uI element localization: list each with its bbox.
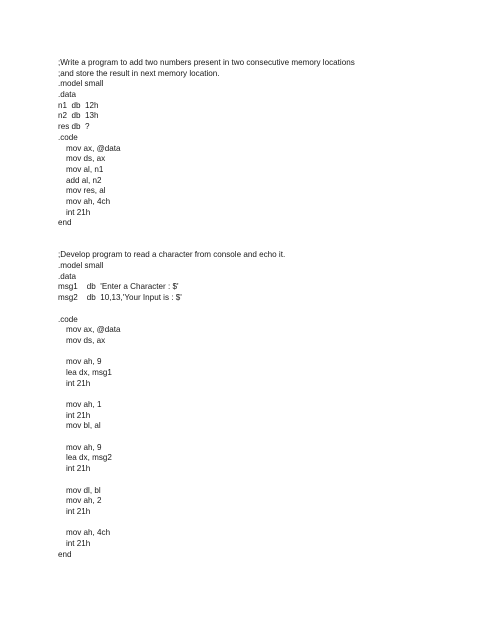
instruction-line: int 21h: [66, 506, 91, 516]
data-definition: n1 db 12h: [58, 100, 99, 110]
directive-data: .data: [58, 271, 77, 281]
blank-line: [58, 389, 458, 400]
instruction-line: int 21h: [66, 464, 91, 474]
instruction-line: mov ah, 4ch: [66, 196, 111, 206]
directive-end: end: [58, 549, 72, 559]
directive-data: .data: [58, 90, 77, 100]
instruction-line: mov ah, 4ch: [66, 528, 111, 538]
instruction-line: mov bl, al: [66, 421, 101, 431]
instruction-line: mov al, n1: [66, 164, 104, 174]
comment-line: ;Write a program to add two numbers present in two consecutive memory locations: [58, 58, 355, 67]
directive-code: .code: [58, 314, 78, 324]
instruction-line: mov dl, bl: [66, 485, 101, 495]
blank-line: [58, 475, 458, 486]
directive-code: .code: [58, 132, 78, 142]
blank-line: [58, 304, 458, 315]
instruction-line: int 21h: [66, 538, 91, 548]
data-definition: msg1 db 'Enter a Character : $': [58, 282, 179, 292]
comment-line: ;and store the result in next memory location.: [58, 68, 220, 78]
instruction-line: int 21h: [66, 410, 91, 420]
instruction-line: mov ax, @data: [66, 143, 121, 153]
instruction-line: add al, n2: [66, 175, 102, 185]
document-body: [58, 58, 458, 560]
instruction-line: lea dx, msg1: [66, 367, 112, 377]
instruction-line: mov ah, 9: [66, 357, 102, 367]
data-definition: n2 db 13h: [58, 111, 99, 121]
program-1: [58, 58, 458, 229]
directive-model: .model small: [58, 261, 104, 271]
comment-line: ;Develop program to read a character from console and echo it.: [58, 250, 286, 260]
section-spacer: [58, 229, 458, 250]
data-definition: msg2 db 10,13,'Your Input is : $': [58, 293, 182, 303]
blank-line: [58, 432, 458, 443]
instruction-line: int 21h: [66, 207, 91, 217]
instruction-line: int 21h: [66, 378, 91, 388]
instruction-line: mov res, al: [66, 186, 106, 196]
blank-line: [58, 347, 458, 358]
directive-model: .model small: [58, 79, 104, 89]
instruction-line: mov ds, ax: [66, 154, 106, 164]
instruction-line: mov ax, @data: [66, 325, 121, 335]
instruction-line: mov ah, 1: [66, 400, 102, 410]
instruction-line: mov ah, 9: [66, 442, 102, 452]
instruction-line: mov ah, 2: [66, 496, 102, 506]
program-2: [58, 250, 458, 560]
directive-end: end: [58, 218, 72, 228]
instruction-line: mov ds, ax: [66, 335, 106, 345]
blank-line: [58, 518, 458, 529]
data-definition: res db ?: [58, 122, 90, 132]
instruction-line: lea dx, msg2: [66, 453, 112, 463]
